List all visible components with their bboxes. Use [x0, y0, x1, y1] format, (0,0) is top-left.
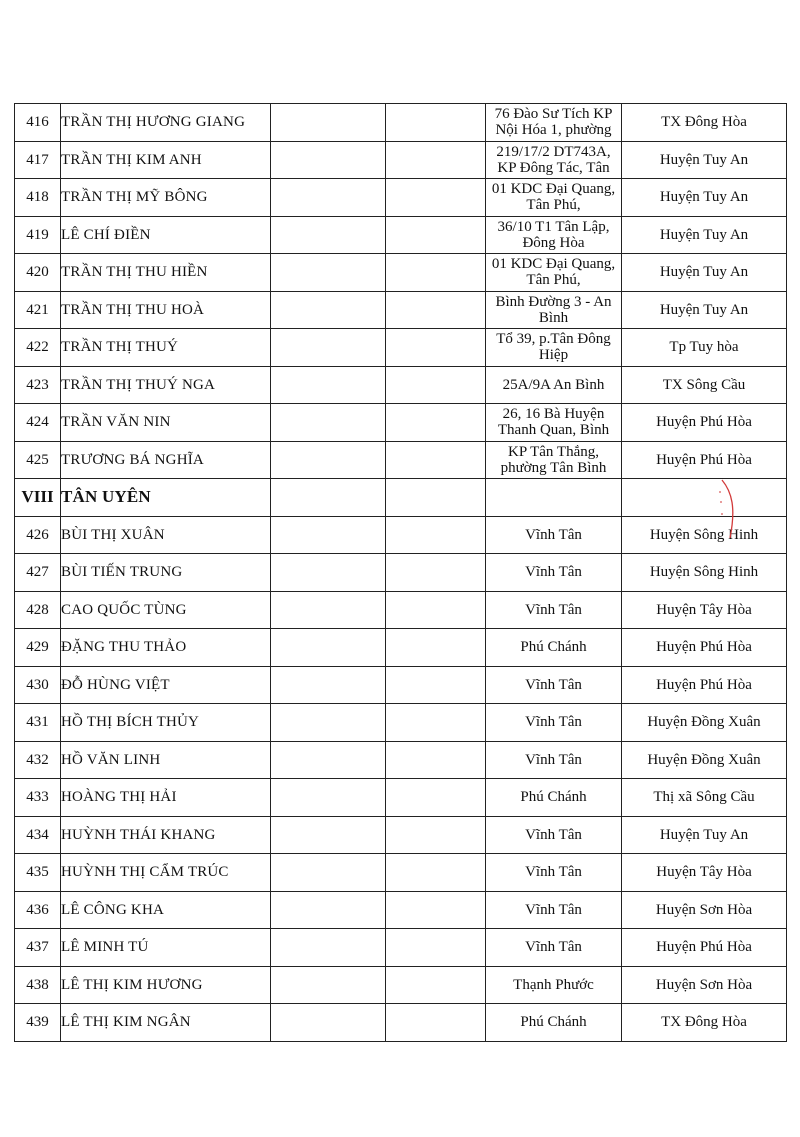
person-name: TRẦN THỊ MỸ BÔNG: [61, 179, 271, 217]
blank-cell: [271, 141, 386, 179]
row-number: 433: [15, 779, 61, 817]
address-cell: [486, 854, 622, 892]
address-text: Vĩnh Tân: [525, 939, 582, 956]
address-cell: [486, 966, 622, 1004]
blank-cell: [271, 591, 386, 629]
district-cell: TX Sông Cầu: [622, 366, 787, 404]
row-number: 429: [15, 629, 61, 667]
person-name: HOÀNG THỊ HẢI: [61, 779, 271, 817]
person-name: TRẦN THỊ KIM ANH: [61, 141, 271, 179]
district-cell: Huyện Sông Hinh: [622, 554, 787, 592]
blank-cell: [386, 366, 486, 404]
blank-cell: [386, 929, 486, 967]
blank-cell: [386, 516, 486, 554]
address-text: KP Tân Thắng, phường Tân Bình: [500, 443, 607, 476]
address-text: Vĩnh Tân: [525, 714, 582, 731]
table-row: [15, 554, 787, 592]
district-cell: Huyện Phú Hòa: [622, 441, 787, 479]
row-number: 434: [15, 816, 61, 854]
table-row: [15, 666, 787, 704]
blank-cell: [271, 629, 386, 667]
blank-cell: [386, 554, 486, 592]
row-number: 419: [15, 216, 61, 254]
person-name: HUỲNH THÁI KHANG: [61, 816, 271, 854]
row-number: 436: [15, 891, 61, 929]
blank-cell: [386, 741, 486, 779]
table-row: [15, 929, 787, 967]
address-text: Vĩnh Tân: [525, 526, 582, 543]
blank-cell: [386, 966, 486, 1004]
person-name: BÙI THỊ XUÂN: [61, 516, 271, 554]
table-row: [15, 629, 787, 667]
row-number: 431: [15, 704, 61, 742]
person-name: TRẦN THỊ THUÝ: [61, 329, 271, 367]
table-row: [15, 216, 787, 254]
table-row: [15, 291, 787, 329]
address-text: 01 KDC Đại Quang, Tân Phú,: [491, 256, 616, 289]
address-text: Tổ 39, p.Tân Đông Hiệp: [496, 331, 611, 364]
table-row: [15, 404, 787, 442]
blank-cell: [271, 816, 386, 854]
row-number: 422: [15, 329, 61, 367]
person-name: TRẦN THỊ THU HOÀ: [61, 291, 271, 329]
person-name: ĐỖ HÙNG VIỆT: [61, 666, 271, 704]
address-text: Vĩnh Tân: [525, 564, 582, 581]
blank-cell: [271, 854, 386, 892]
section-number: VIII: [15, 479, 61, 517]
blank-cell: [386, 816, 486, 854]
person-name: TRẦN VĂN NIN: [61, 404, 271, 442]
address-text: 25A/9A An Bình: [502, 376, 605, 393]
district-cell: Huyện Tuy An: [622, 216, 787, 254]
row-number: 437: [15, 929, 61, 967]
roster-table: [14, 103, 787, 1042]
row-number: 426: [15, 516, 61, 554]
district-cell: Huyện Tây Hòa: [622, 591, 787, 629]
district-cell: Huyện Sơn Hòa: [622, 966, 787, 1004]
person-name: LÊ CHÍ ĐIỀN: [61, 216, 271, 254]
person-name: TRẦN THỊ THU HIỀN: [61, 254, 271, 292]
blank-cell: [386, 479, 486, 517]
district-cell: Huyện Phú Hòa: [622, 929, 787, 967]
blank-cell: [386, 216, 486, 254]
person-name: BÙI TIẾN TRUNG: [61, 554, 271, 592]
blank-cell: [271, 966, 386, 1004]
blank-cell: [271, 891, 386, 929]
address-cell: [486, 104, 622, 142]
address-cell: [486, 1004, 622, 1042]
blank-cell: [386, 141, 486, 179]
row-number: 416: [15, 104, 61, 142]
person-name: TRẦN THỊ HƯƠNG GIANG: [61, 104, 271, 142]
district-cell: Huyện Tuy An: [622, 141, 787, 179]
row-number: 427: [15, 554, 61, 592]
district-cell: Huyện Tuy An: [622, 254, 787, 292]
address-cell: [486, 441, 622, 479]
table-row: [15, 441, 787, 479]
table-row: [15, 591, 787, 629]
address-cell: [486, 816, 622, 854]
table-row: [15, 816, 787, 854]
blank-cell: [271, 704, 386, 742]
table-row: [15, 329, 787, 367]
district-cell: Huyện Đồng Xuân: [622, 741, 787, 779]
address-text: Vĩnh Tân: [525, 676, 582, 693]
person-name: TRƯƠNG BÁ NGHĨA: [61, 441, 271, 479]
district-cell: Huyện Phú Hòa: [622, 629, 787, 667]
blank-cell: [271, 291, 386, 329]
section-title: TÂN UYÊN: [61, 479, 271, 517]
address-cell: [486, 666, 622, 704]
roster-body: [15, 104, 787, 1042]
address-text: Bình Đường 3 - An Bình: [495, 293, 612, 326]
blank-cell: [271, 404, 386, 442]
table-row: [15, 254, 787, 292]
address-text: Vĩnh Tân: [525, 864, 582, 881]
table-row: [15, 1004, 787, 1042]
row-number: 432: [15, 741, 61, 779]
address-cell: [486, 779, 622, 817]
row-number: 421: [15, 291, 61, 329]
address-cell: [486, 554, 622, 592]
blank-cell: [271, 104, 386, 142]
address-text: 76 Đào Sư Tích KP Nội Hóa 1, phường: [494, 106, 613, 139]
address-text: 01 KDC Đại Quang, Tân Phú,: [491, 181, 616, 214]
blank-cell: [271, 779, 386, 817]
blank-cell: [386, 179, 486, 217]
row-number: 423: [15, 366, 61, 404]
row-number: 420: [15, 254, 61, 292]
district-cell: TX Đông Hòa: [622, 104, 787, 142]
address-text: Phú Chánh: [520, 639, 587, 656]
table-row: [15, 854, 787, 892]
row-number: 435: [15, 854, 61, 892]
address-cell: [486, 366, 622, 404]
district-cell: Huyện Tuy An: [622, 291, 787, 329]
blank-cell: [386, 666, 486, 704]
address-cell: [486, 704, 622, 742]
table-row: [15, 366, 787, 404]
row-number: 430: [15, 666, 61, 704]
district-cell: Huyện Phú Hòa: [622, 666, 787, 704]
row-number: 439: [15, 1004, 61, 1042]
address-cell: [486, 516, 622, 554]
address-cell: [486, 891, 622, 929]
table-row: [15, 741, 787, 779]
table-row: [15, 779, 787, 817]
blank-cell: [386, 104, 486, 142]
address-cell: [486, 929, 622, 967]
person-name: HUỲNH THỊ CẨM TRÚC: [61, 854, 271, 892]
person-name: HỒ THỊ BÍCH THỦY: [61, 704, 271, 742]
table-row: [15, 966, 787, 1004]
district-cell: Huyện Sông Hinh: [622, 516, 787, 554]
blank-cell: [386, 1004, 486, 1042]
blank-cell: [271, 329, 386, 367]
blank-cell: [271, 1004, 386, 1042]
person-name: LÊ THỊ KIM HƯƠNG: [61, 966, 271, 1004]
section-header-row: [15, 479, 787, 517]
table-row: [15, 141, 787, 179]
person-name: CAO QUỐC TÙNG: [61, 591, 271, 629]
blank-cell: [271, 366, 386, 404]
blank-cell: [386, 291, 486, 329]
district-cell: Tp Tuy hòa: [622, 329, 787, 367]
address-text: Phú Chánh: [520, 789, 587, 806]
blank-cell: [271, 441, 386, 479]
address-text: 26, 16 Bà Huyện Thanh Quan, Bình: [497, 406, 610, 439]
person-name: TRẦN THỊ THUÝ NGA: [61, 366, 271, 404]
address-cell: [486, 329, 622, 367]
address-cell: [486, 179, 622, 217]
blank-cell: [486, 479, 622, 517]
blank-cell: [386, 854, 486, 892]
district-cell: Huyện Phú Hòa: [622, 404, 787, 442]
blank-cell: [271, 741, 386, 779]
address-cell: [486, 291, 622, 329]
person-name: LÊ CÔNG KHA: [61, 891, 271, 929]
address-text: Vĩnh Tân: [525, 826, 582, 843]
address-cell: [486, 254, 622, 292]
person-name: HỒ VĂN LINH: [61, 741, 271, 779]
address-cell: [486, 741, 622, 779]
district-cell: Huyện Tuy An: [622, 179, 787, 217]
blank-cell: [271, 216, 386, 254]
blank-cell: [386, 329, 486, 367]
blank-cell: [386, 891, 486, 929]
blank-cell: [271, 516, 386, 554]
address-text: Vĩnh Tân: [525, 901, 582, 918]
table-row: [15, 104, 787, 142]
address-cell: [486, 141, 622, 179]
district-cell: Huyện Đồng Xuân: [622, 704, 787, 742]
blank-cell: [386, 591, 486, 629]
person-name: ĐẶNG THU THẢO: [61, 629, 271, 667]
person-name: LÊ THỊ KIM NGÂN: [61, 1004, 271, 1042]
address-text: 219/17/2 DT743A, KP Đông Tác, Tân: [496, 143, 611, 176]
row-number: 417: [15, 141, 61, 179]
address-text: 36/10 T1 Tân Lập, Đông Hòa: [497, 218, 610, 251]
address-text: Phú Chánh: [520, 1014, 587, 1031]
blank-cell: [271, 479, 386, 517]
address-text: Vĩnh Tân: [525, 751, 582, 768]
blank-cell: [271, 929, 386, 967]
address-text: Thạnh Phước: [513, 976, 594, 993]
blank-cell: [386, 254, 486, 292]
blank-cell: [386, 779, 486, 817]
blank-cell: [386, 441, 486, 479]
district-cell: Huyện Tây Hòa: [622, 854, 787, 892]
person-name: LÊ MINH TÚ: [61, 929, 271, 967]
district-cell: Huyện Sơn Hòa: [622, 891, 787, 929]
blank-cell: [386, 704, 486, 742]
blank-cell: [386, 629, 486, 667]
row-number: 425: [15, 441, 61, 479]
table-row: [15, 891, 787, 929]
row-number: 438: [15, 966, 61, 1004]
district-cell: Huyện Tuy An: [622, 816, 787, 854]
table-row: [15, 516, 787, 554]
address-cell: [486, 216, 622, 254]
district-cell: Thị xã Sông Cầu: [622, 779, 787, 817]
table-row: [15, 704, 787, 742]
address-text: Vĩnh Tân: [525, 601, 582, 618]
blank-cell: [271, 666, 386, 704]
row-number: 428: [15, 591, 61, 629]
row-number: 418: [15, 179, 61, 217]
row-number: 424: [15, 404, 61, 442]
blank-cell: [271, 179, 386, 217]
address-cell: [486, 404, 622, 442]
blank-cell: [271, 554, 386, 592]
blank-cell: [386, 404, 486, 442]
address-cell: [486, 629, 622, 667]
blank-cell: [271, 254, 386, 292]
address-cell: [486, 591, 622, 629]
table-row: [15, 179, 787, 217]
district-cell: TX Đông Hòa: [622, 1004, 787, 1042]
blank-cell: [622, 479, 787, 517]
